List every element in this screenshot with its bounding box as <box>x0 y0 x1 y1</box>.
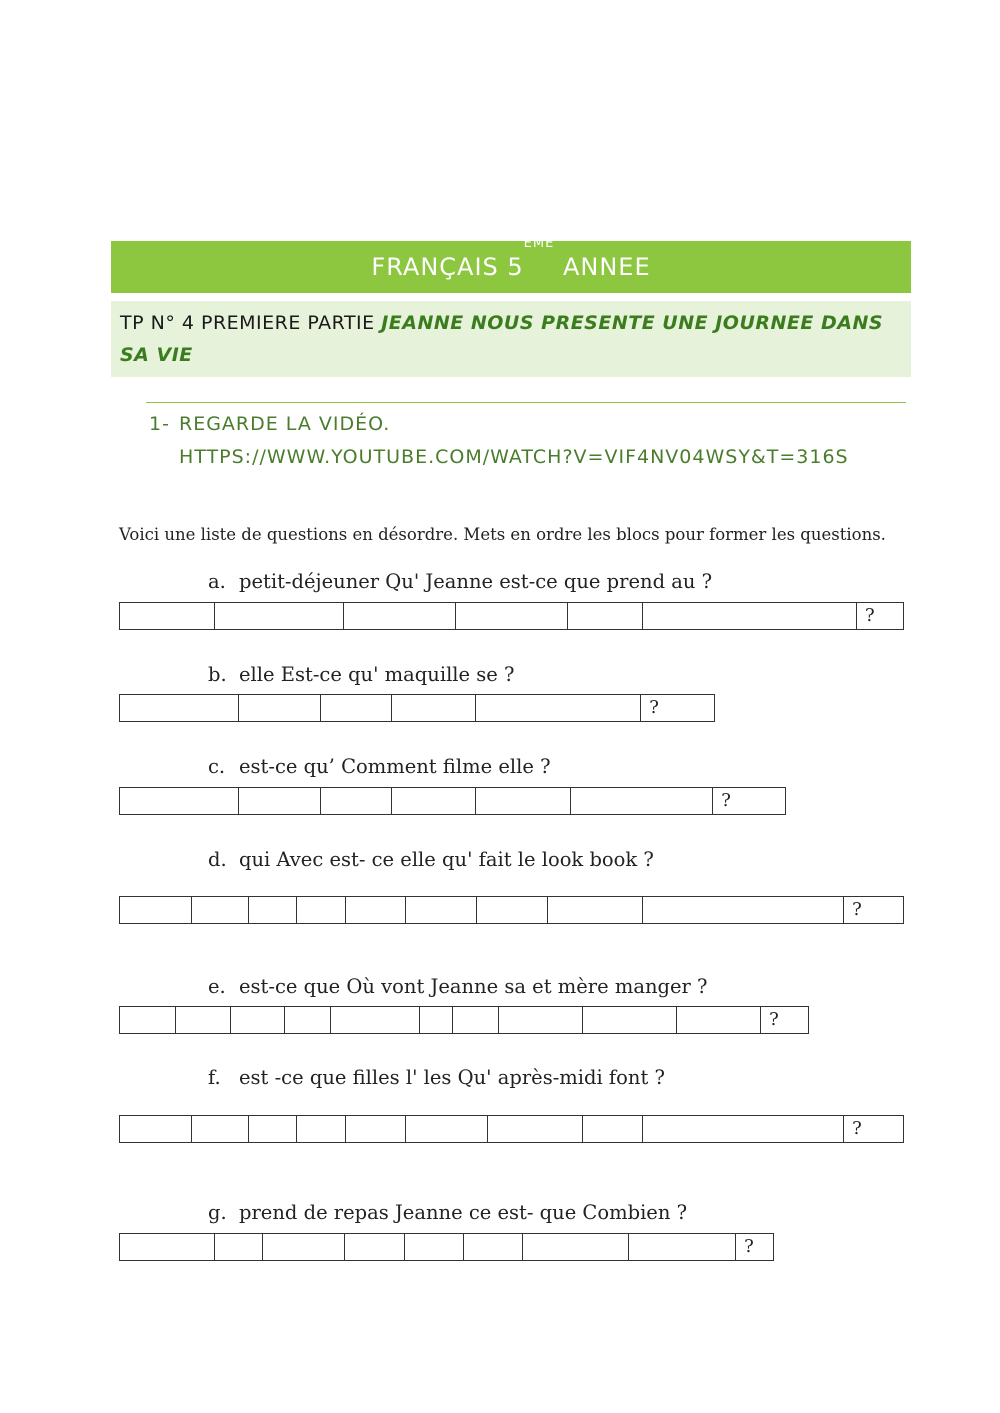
answer-box[interactable] <box>120 603 215 629</box>
question-mark-box: ? <box>865 605 875 626</box>
divider <box>146 402 906 403</box>
answer-box[interactable] <box>120 1116 192 1142</box>
answer-box[interactable] <box>477 897 548 923</box>
question-mark-box: ? <box>721 790 731 811</box>
answer-box[interactable] <box>215 1234 263 1260</box>
question-letter: e. <box>208 975 226 998</box>
answer-box[interactable] <box>344 603 456 629</box>
question-mark-box: ? <box>649 697 659 718</box>
banner-title-sup: EME <box>523 236 555 251</box>
question-letter: b. <box>208 663 227 686</box>
answer-box[interactable] <box>321 695 392 721</box>
page-banner <box>111 236 911 293</box>
answer-row-c <box>119 787 786 815</box>
answer-row-g <box>119 1233 774 1261</box>
question-words: est-ce qu’ Comment filme elle ? <box>239 755 551 778</box>
answer-box[interactable] <box>583 1116 643 1142</box>
video-link[interactable]: HTTPS://WWW.YOUTUBE.COM/WATCH?V=VIF4NV04WSY&T=316S <box>179 446 849 468</box>
answer-box[interactable] <box>215 603 344 629</box>
question-letter: d. <box>208 848 227 871</box>
answer-box[interactable] <box>345 1234 405 1260</box>
answer-box[interactable] <box>231 1007 285 1033</box>
step-label: REGARDE LA VIDÉO. <box>179 413 391 435</box>
answer-box[interactable] <box>571 788 714 814</box>
instructions: Voici une liste de questions en désordre. Mets en ordre les blocs pour former les questions. <box>119 525 886 544</box>
answer-box[interactable] <box>392 695 476 721</box>
answer-box[interactable] <box>629 1234 736 1260</box>
question-words: petit-déjeuner Qu' Jeanne est-ce que prend au ? <box>239 570 713 593</box>
answer-row-b <box>119 694 715 722</box>
step-number: 1- <box>149 413 170 435</box>
answer-box[interactable] <box>476 788 571 814</box>
question-mark-box: ? <box>852 899 862 920</box>
answer-box[interactable] <box>297 1116 347 1142</box>
question-label-b <box>208 663 515 686</box>
answer-box[interactable] <box>523 1234 630 1260</box>
step-1 <box>149 408 849 474</box>
answer-box[interactable] <box>176 1007 231 1033</box>
answer-box[interactable] <box>568 603 643 629</box>
answer-box[interactable] <box>456 603 568 629</box>
question-label-f <box>208 1066 665 1089</box>
question-label-d <box>208 848 654 871</box>
answer-box[interactable] <box>499 1007 583 1033</box>
answer-box[interactable] <box>120 897 192 923</box>
answer-box[interactable] <box>548 897 643 923</box>
answer-box[interactable] <box>643 1116 844 1142</box>
banner-title-end: ANNEE <box>562 253 651 281</box>
question-letter: c. <box>208 755 226 778</box>
answer-box[interactable] <box>331 1007 420 1033</box>
answer-box[interactable] <box>263 1234 346 1260</box>
answer-box[interactable] <box>297 897 347 923</box>
subtitle-plain: TP N° 4 PREMIERE PARTIE <box>120 312 382 334</box>
answer-box[interactable] <box>583 1007 678 1033</box>
answer-box[interactable] <box>406 1116 488 1142</box>
answer-box[interactable] <box>120 1007 176 1033</box>
answer-box[interactable] <box>120 695 239 721</box>
answer-box[interactable] <box>488 1116 583 1142</box>
answer-box[interactable] <box>321 788 392 814</box>
question-label-a <box>208 570 712 593</box>
answer-box[interactable] <box>643 897 844 923</box>
answer-box[interactable] <box>239 788 322 814</box>
answer-box[interactable] <box>346 1116 406 1142</box>
answer-box[interactable] <box>346 897 406 923</box>
question-letter: g. <box>208 1201 227 1224</box>
answer-box[interactable] <box>239 695 322 721</box>
subtitle-emphasis: JEANNE NOUS PRESENTE UNE JOURNEE DANS SA VIE <box>120 312 884 366</box>
answer-box[interactable] <box>405 1234 464 1260</box>
answer-row-d <box>119 896 904 924</box>
question-words: est -ce que filles l' les Qu' après-midi font ? <box>239 1066 665 1089</box>
answer-box[interactable] <box>120 788 239 814</box>
question-words: est-ce que Où vont Jeanne sa et mère manger ? <box>239 975 708 998</box>
question-mark-box: ? <box>852 1118 862 1139</box>
question-words: elle Est-ce qu' maquille se ? <box>239 663 515 686</box>
question-mark-box: ? <box>769 1009 779 1030</box>
question-label-c <box>208 755 551 778</box>
answer-box[interactable] <box>643 603 857 629</box>
answer-box[interactable] <box>285 1007 332 1033</box>
answer-box[interactable] <box>392 788 476 814</box>
answer-box[interactable] <box>677 1007 761 1033</box>
answer-box[interactable] <box>192 897 249 923</box>
answer-box[interactable] <box>420 1007 453 1033</box>
answer-box[interactable] <box>476 695 641 721</box>
answer-box[interactable] <box>406 897 477 923</box>
answer-box[interactable] <box>120 1234 215 1260</box>
question-words: qui Avec est- ce elle qu' fait le look book ? <box>239 848 654 871</box>
answer-box[interactable] <box>192 1116 249 1142</box>
question-label-g <box>208 1201 687 1224</box>
question-label-e <box>208 975 708 998</box>
answer-box[interactable] <box>249 1116 297 1142</box>
banner-title: FRANÇAIS 5 <box>371 253 524 281</box>
answer-row-e <box>119 1006 809 1034</box>
answer-box[interactable] <box>249 897 297 923</box>
answer-row-f <box>119 1115 904 1143</box>
question-letter: f. <box>208 1066 221 1089</box>
answer-box[interactable] <box>453 1007 499 1033</box>
question-words: prend de repas Jeanne ce est- que Combien ? <box>239 1201 688 1224</box>
page-subtitle <box>111 301 911 377</box>
question-mark-box: ? <box>744 1236 754 1257</box>
answer-box[interactable] <box>464 1234 523 1260</box>
question-letter: a. <box>208 570 226 593</box>
answer-row-a <box>119 602 904 630</box>
